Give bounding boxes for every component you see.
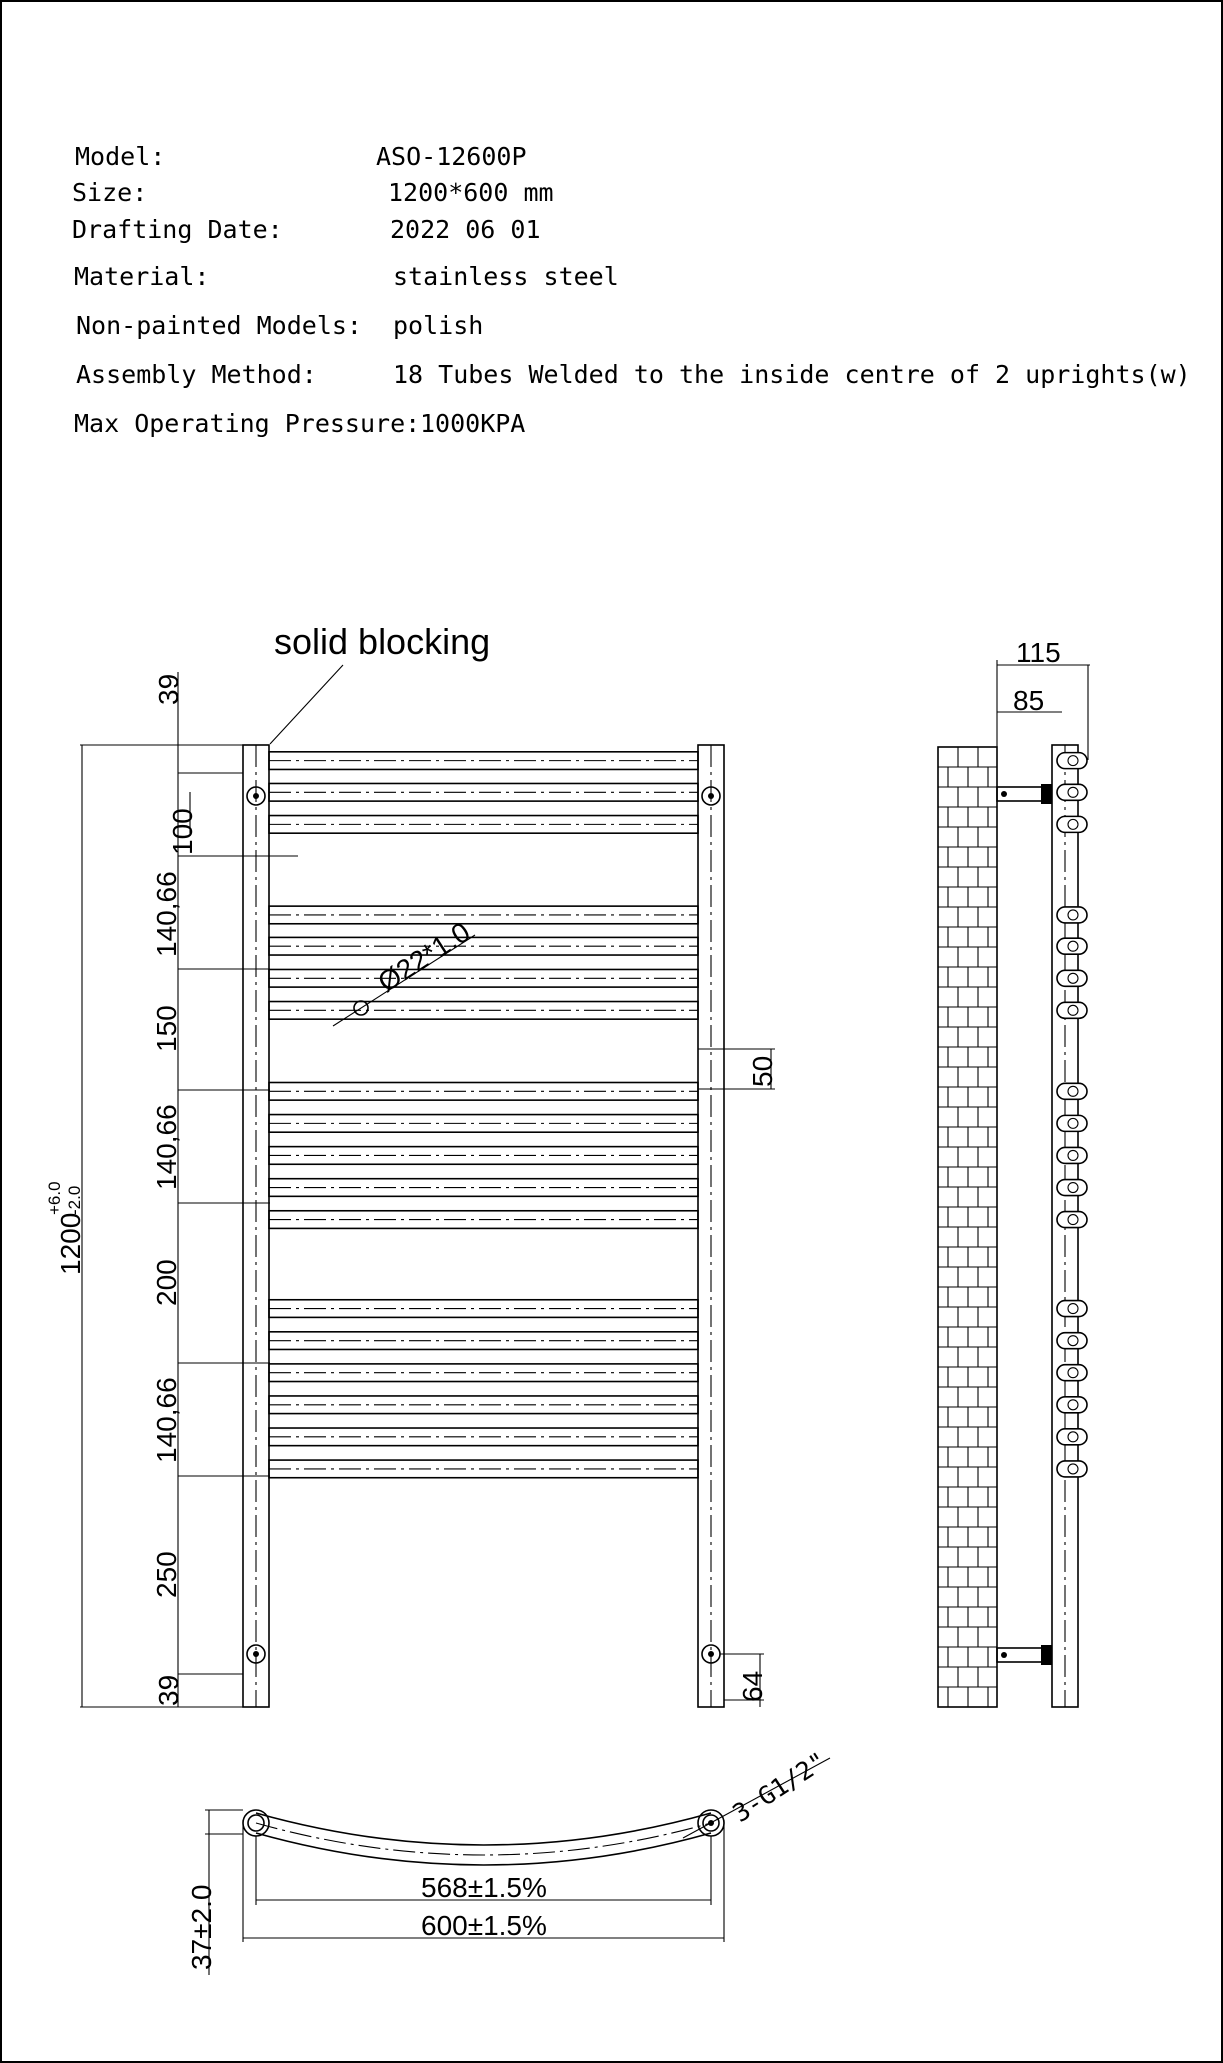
dim-600: 600±1.5%	[421, 1910, 547, 1941]
bottom-bracket	[997, 1645, 1052, 1665]
model-label: Model:	[75, 142, 166, 171]
side-tube-6	[1057, 970, 1087, 986]
dim-250: 250	[151, 1551, 182, 1598]
material-label: Material:	[74, 262, 210, 291]
assembly-label: Assembly Method:	[76, 360, 317, 389]
side-tube-10	[1057, 1147, 1087, 1163]
dim-37: 37±2.0	[186, 1884, 217, 1970]
tube-group	[269, 752, 698, 1478]
callout-leader	[270, 665, 343, 744]
finish-label: Non-painted Models:	[76, 311, 362, 340]
side-tube-7	[1057, 1002, 1087, 1018]
dim-85: 85	[1013, 685, 1045, 716]
side-tube-15	[1057, 1365, 1087, 1381]
finish-value: polish	[393, 311, 484, 340]
dim-200: 200	[151, 1259, 182, 1306]
connection-label: 3-G1/2"	[727, 1746, 832, 1829]
dim-115: 115	[1016, 637, 1061, 668]
side-view	[938, 637, 1090, 1707]
curve-outer	[256, 1813, 711, 1845]
size-value: 1200*600 mm	[388, 178, 554, 207]
drafting-date-value: 2022 06 01	[390, 215, 541, 244]
side-tube-3	[1057, 816, 1087, 832]
side-tube-11	[1057, 1180, 1087, 1196]
assembly-value: 18 Tubes Welded to the inside centre of 2 uprights(w)	[393, 360, 1191, 389]
dim-top-39: 39	[153, 673, 184, 705]
side-tube-5	[1057, 938, 1087, 954]
side-tube-14	[1057, 1333, 1087, 1349]
tube-diameter-label: Ø22*1.0	[372, 916, 476, 999]
side-tube-9	[1057, 1115, 1087, 1131]
dim-50: 50	[747, 1055, 778, 1087]
bottom-left-tube-end	[243, 1810, 269, 1836]
pressure-label: Max Operating Pressure:	[74, 409, 421, 438]
side-tube-8	[1057, 1083, 1087, 1099]
curve-centerline	[256, 1823, 711, 1855]
bottom-view	[186, 1746, 832, 1975]
top-bracket	[997, 784, 1052, 804]
dim-140-b: 140,66	[151, 1104, 182, 1190]
dim-bottom-39: 39	[153, 1674, 184, 1706]
front-view	[45, 621, 778, 1707]
side-tube-17	[1057, 1429, 1087, 1445]
curve-inner	[256, 1833, 711, 1865]
side-tube-12	[1057, 1212, 1087, 1228]
dim-140-a: 140,66	[151, 871, 182, 957]
spec-block	[72, 142, 1191, 438]
material-value: stainless steel	[393, 262, 619, 291]
side-tube-group	[1057, 753, 1087, 1477]
drafting-date-label: Drafting Date:	[72, 215, 283, 244]
dim-568: 568±1.5%	[421, 1872, 547, 1903]
side-tube-2	[1057, 784, 1087, 800]
tolerance-minus: -2.0	[65, 1185, 84, 1215]
dim-140-c: 140,66	[151, 1377, 182, 1463]
tolerance-plus: +6.0	[45, 1181, 64, 1215]
total-height-label: 1200	[55, 1212, 86, 1275]
side-tube-1	[1057, 753, 1087, 769]
side-tube-18	[1057, 1461, 1087, 1477]
brick-pattern	[938, 747, 997, 1707]
dim-100: 100	[167, 808, 198, 855]
solid-blocking-callout: solid blocking	[274, 621, 491, 662]
side-tube-13	[1057, 1301, 1087, 1317]
side-tube-16	[1057, 1397, 1087, 1413]
pressure-value: 1000KPA	[420, 409, 526, 438]
size-label: Size:	[72, 178, 148, 207]
side-tube-4	[1057, 907, 1087, 923]
dim-150: 150	[151, 1005, 182, 1052]
dim-64: 64	[737, 1670, 768, 1702]
model-value: ASO-12600P	[376, 142, 527, 171]
